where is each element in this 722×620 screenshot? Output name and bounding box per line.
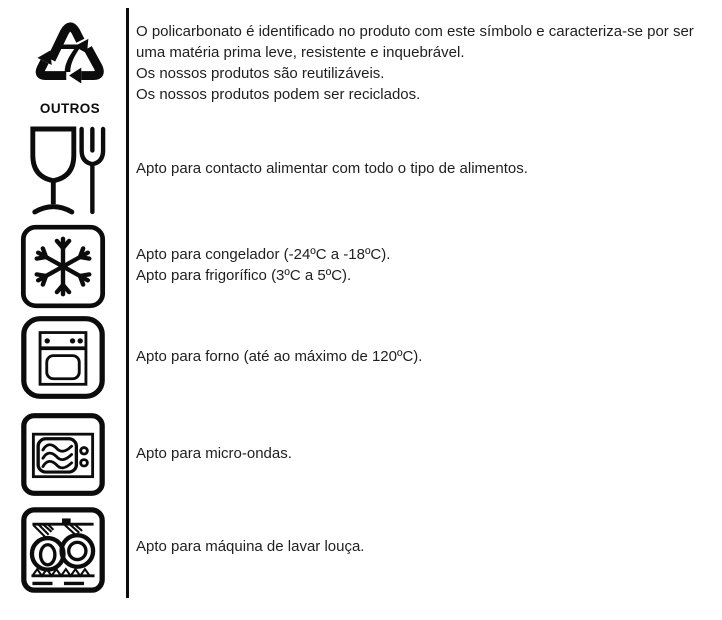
polycarbonate-description <box>136 21 716 105</box>
freezer-caption <box>136 244 716 286</box>
caption-line: Apto para frigorífico (3ºC a 5ºC). <box>136 267 352 284</box>
microwave-icon <box>20 412 106 497</box>
recycling-material-label: OUTROS <box>39 101 101 116</box>
caption-line: Apto para máquina de lavar louça. <box>136 538 365 555</box>
vertical-divider <box>126 8 129 598</box>
food-contact-caption <box>136 158 716 179</box>
caption-line: Apto para forno (até ao máximo de 120ºC). <box>136 348 423 365</box>
dishwasher-caption <box>136 536 716 557</box>
oven-caption <box>136 346 716 367</box>
freezer-snowflake-icon <box>20 224 106 309</box>
description-line: Os nossos produtos são reutilizáveis. <box>136 65 385 82</box>
caption-line: Apto para micro-ondas. <box>136 445 292 462</box>
description-line: O policarbonato é identificado no produto com este símbolo e caracteriza-se por ser uma matéria prima leve, resistente e inquebrável. <box>136 23 694 61</box>
recycling-7-icon <box>23 6 117 100</box>
microwave-caption <box>136 443 716 464</box>
caption-line: Apto para congelador (-24ºC a -18ºC). <box>136 246 391 263</box>
food-contact-glass-fork-icon <box>25 124 107 216</box>
caption-line: Apto para contacto alimentar com todo o tipo de alimentos. <box>136 160 528 177</box>
oven-icon <box>20 315 106 400</box>
dishwasher-icon <box>20 506 106 594</box>
resin-code-number: 7 <box>59 36 81 81</box>
description-line: Os nossos produtos podem ser reciclados. <box>136 86 421 103</box>
